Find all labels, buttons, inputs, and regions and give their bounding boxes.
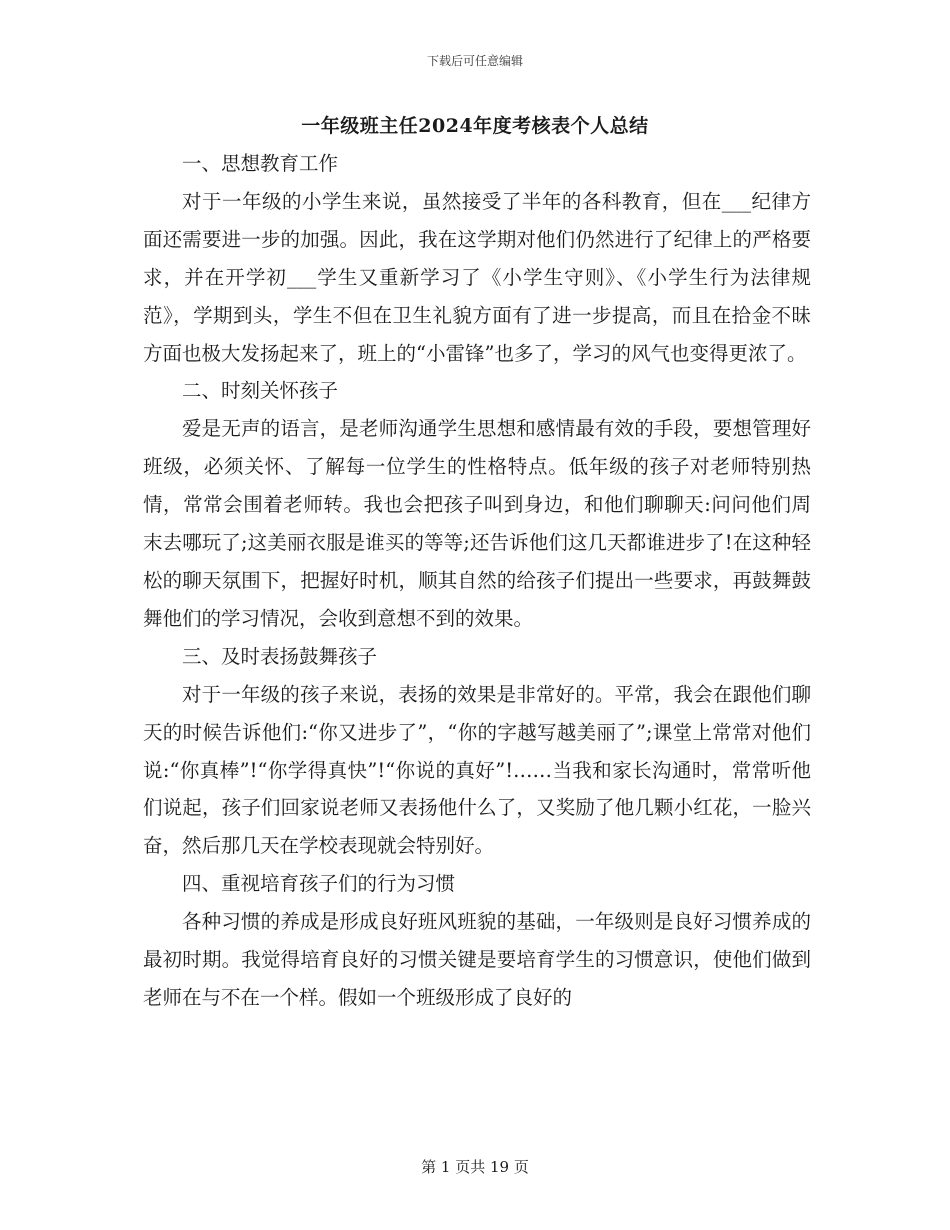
section-heading-4: 四、重视培育孩子们的行为习惯 — [182, 872, 456, 896]
header-note: 下载后可任意编辑 — [426, 54, 523, 68]
section-heading-1: 一、思想教育工作 — [182, 152, 339, 175]
paragraph-4: 各种习惯的养成是形成良好班风班貌的基础，一年级则是良好习惯养成的最初时期。我觉得培育良好的习惯关键是要培育学生的习惯意识，使他们做到老师在与不在一个样。假如一个班级形成了良好的 — [143, 910, 811, 1009]
document-body — [143, 145, 811, 1017]
footer-prefix: 第 — [421, 1158, 437, 1176]
footer-suffix: 页 — [513, 1158, 529, 1176]
paragraph-2: 爱是无声的语言，是老师沟通学生思想和感情最有效的手段，要想管理好班级，必须关怀、了解每一位学生的性格特点。低年级的孩子对老师特别热情，常常会围着老师转。我也会把孩子叫到身边，和他们聊聊天:问问他们周末去哪玩了;这美丽衣服是谁买的等等;还告诉他们这几天都谁进步了!在这种轻松的聊天氛围下，把握好时机，顺其自然的给孩子们提出一些要求，再鼓舞鼓舞他们的学习情况，会收到意想不到的效果。 — [143, 417, 811, 630]
section-heading-2: 二、时刻关怀孩子 — [182, 379, 339, 403]
paragraph-1: 对于一年级的小学生来说，虽然接受了半年的各科教育，但在___纪律方面还需要进一步的加强。因此，我在这学期对他们仍然进行了纪律上的严格要求，并在开学初___学生又重新学习了《小学生守则》、《小学生行为法律规范》，学期到头，学生不但在卫生礼貌方面有了进一步提高，而且在拾金不昧方面也极大发扬起来了，班上的“小雷锋”也多了，学习的风气也变得更浓了。 — [143, 189, 811, 365]
footer-middle: 页共 — [455, 1158, 486, 1176]
page-footer — [0, 1157, 950, 1177]
document-title: 一年级班主任2024年度考核表个人总结 — [301, 115, 649, 137]
paragraph-3: 对于一年级的孩子来说，表扬的效果是非常好的。平常，我会在跟他们聊天的时候告诉他们:“你又进步了”，“你的字越写越美丽了”;课堂上常常对他们说:“你真棒”!“你学得真快”!“你说的真好”!……当我和家长沟通时，常常听他们说起，孩子们回家说老师又表扬他什么了，又奖励了他几颗小红花，一脸兴奋，然后那几天在学校表现就会特别好。 — [143, 682, 811, 858]
footer-total-pages: 19 — [490, 1158, 510, 1176]
section-heading-3: 三、及时表扬鼓舞孩子 — [182, 644, 378, 668]
footer-current-page: 1 — [440, 1158, 451, 1176]
